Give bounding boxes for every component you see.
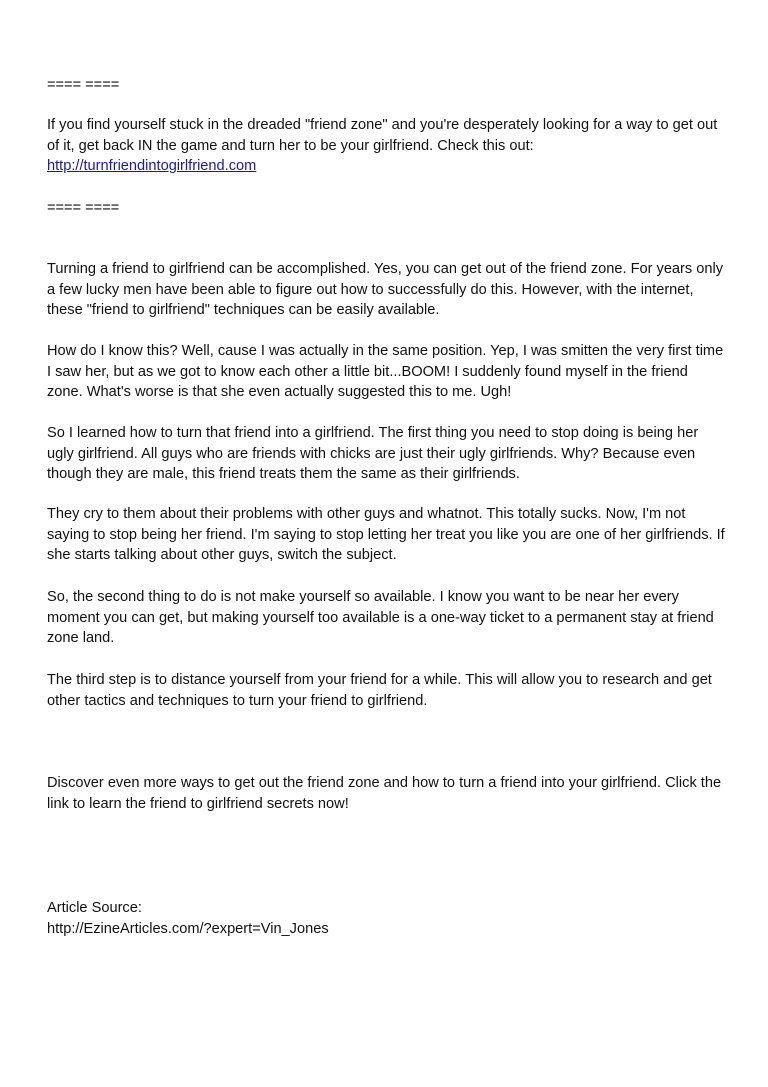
intro-link[interactable]: http://turnfriendintogirlfriend.com xyxy=(47,158,257,174)
body-paragraph-4: They cry to them about their problems with other guys and whatnot. This totally sucks. Now, I'm not saying to stop being her friend. I'm saying to stop letting her treat you like you are one of her girlfriends. If she starts talking about other guys, switch the subject. xyxy=(47,506,725,563)
article-source-url: http://EzineArticles.com/?expert=Vin_Jones xyxy=(47,921,329,937)
cta-paragraph: Discover even more ways to get out the friend zone and how to turn a friend into your girlfriend. Click the link to learn the friend to girlfriend secrets now! xyxy=(47,775,722,812)
article-source-label: Article Source: xyxy=(47,900,142,916)
body-paragraph-3: So I learned how to turn that friend into a girlfriend. The first thing you need to stop doing is being her ugly girlfriend. All guys who are friends with chicks are just their ugly girlfriends. Why? Because even though they are male, this friend treats them the same as their girlfriends. xyxy=(47,425,699,482)
intro-paragraph xyxy=(47,115,727,177)
body-paragraph-6: The third step is to distance yourself from your friend for a while. This will allow you to research and get other tactics and techniques to turn your friend to girlfriend. xyxy=(47,672,712,709)
separator-bottom: ==== ==== xyxy=(47,200,120,216)
intro-text: If you find yourself stuck in the dreaded "friend zone" and you're desperately looking for a way to get out of it, get back IN the game and turn her to be your girlfriend. Check this out: xyxy=(47,117,718,154)
body-paragraph-2: How do I know this? Well, cause I was actually in the same position. Yep, I was smitten the very first time I saw her, but as we got to know each other a little bit...BOOM! I suddenly found myself in the friend zone. What's worse is that she even actually suggested this to me. Ugh! xyxy=(47,343,724,400)
separator-top: ==== ==== xyxy=(47,77,120,93)
body-paragraph-5: So, the second thing to do is not make yourself so available. I know you want to be near her every moment you can get, but making yourself too available is a one-way ticket to a permanent stay at friend zone land. xyxy=(47,589,714,646)
body-paragraph-1: Turning a friend to girlfriend can be accomplished. Yes, you can get out of the friend zone. For years only a few lucky men have been able to figure out how to successfully do this. However, with the internet, these "friend to girlfriend" techniques can be easily available. xyxy=(47,261,724,318)
